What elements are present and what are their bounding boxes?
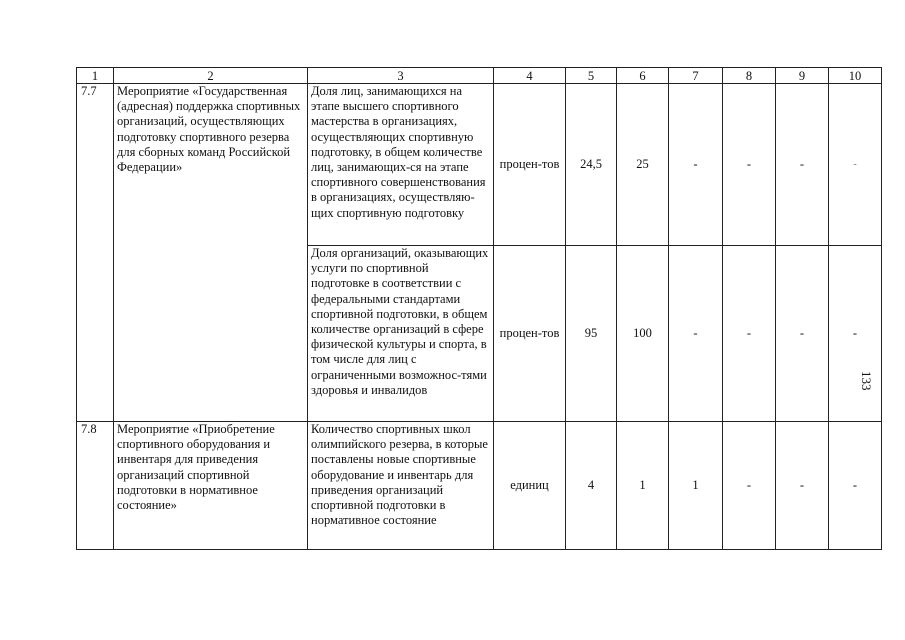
indicator-cell: Доля лиц, занимающихся на этапе высшего спортивного мастерства в организациях, осуществляющих спортивную подготовку, в общем количестве лиц, занимающих-ся на этапе спортивного совершенствования в организациях, осуществляю-щих спортивную подготовку [308, 84, 494, 246]
value-col6: 25 [617, 84, 669, 246]
value-col8: - [723, 422, 776, 550]
value-col8: - [723, 84, 776, 246]
value-col5: 95 [566, 246, 617, 422]
header-cell-2: 2 [114, 68, 308, 84]
value-col9: - [776, 84, 829, 246]
header-cell-5: 5 [566, 68, 617, 84]
value-col6: 1 [617, 422, 669, 550]
value-col5: 24,5 [566, 84, 617, 246]
table-row [77, 84, 882, 246]
value-col8: - [723, 246, 776, 422]
table-header-row [77, 68, 882, 84]
indicators-table [76, 67, 882, 550]
value-col10: - [829, 84, 882, 246]
indicator-cell: Количество спортивных школ олимпийского резерва, в которые поставлены новые спортивные оборудование и инвентарь для приведения организаций спортивной подготовки в нормативное состояние [308, 422, 494, 550]
table-row [77, 422, 882, 550]
header-cell-6: 6 [617, 68, 669, 84]
unit-cell: процен-тов [494, 84, 566, 246]
value-col10: - [829, 422, 882, 550]
header-cell-10: 10 [829, 68, 882, 84]
measure-cell: Мероприятие «Приобретение спортивного оборудования и инвентаря для приведения организаций спортивной подготовки в нормативное состояние» [114, 422, 308, 550]
page-number: 133 [859, 371, 874, 391]
value-col6: 100 [617, 246, 669, 422]
value-col7: 1 [669, 422, 723, 550]
value-col7: - [669, 246, 723, 422]
unit-cell: процен-тов [494, 246, 566, 422]
value-col5: 4 [566, 422, 617, 550]
indicator-cell: Доля организаций, оказывающих услуги по спортивной подготовке в соответствии с федеральными стандартами спортивной подготовки, в общем количестве организаций в сфере физической культуры и спорта, в том числе для лиц с ограниченными возможнос-тями здоровья и инвалидов [308, 246, 494, 422]
header-cell-4: 4 [494, 68, 566, 84]
header-cell-3: 3 [308, 68, 494, 84]
row-number: 7.8 [77, 422, 114, 550]
value-col9: - [776, 422, 829, 550]
value-col9: - [776, 246, 829, 422]
header-cell-8: 8 [723, 68, 776, 84]
row-number: 7.7 [77, 84, 114, 422]
header-cell-9: 9 [776, 68, 829, 84]
measure-cell: Мероприятие «Государственная (адресная) поддержка спортивных организаций, осуществляющих подготовку спортивного резерва для сборных команд Российской Федерации» [114, 84, 308, 422]
value-col10: - [829, 246, 882, 422]
value-col7: - [669, 84, 723, 246]
header-cell-1: 1 [77, 68, 114, 84]
header-cell-7: 7 [669, 68, 723, 84]
unit-cell: единиц [494, 422, 566, 550]
